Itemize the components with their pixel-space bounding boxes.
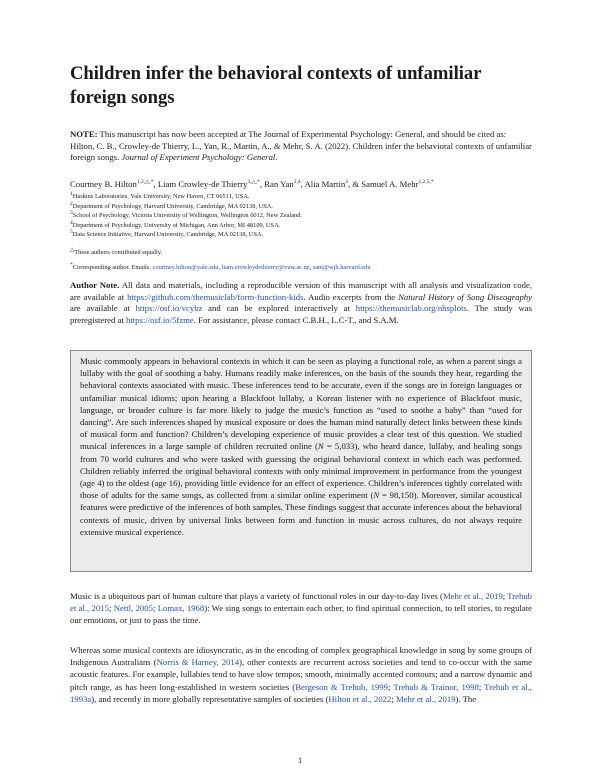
author-name: Ran Yan bbox=[264, 179, 294, 189]
citation-sep: ; bbox=[152, 603, 158, 614]
body-paragraph-1 bbox=[70, 590, 532, 627]
author-sep: , & bbox=[347, 179, 362, 189]
note-journal: Journal of Experiment Psychology: General bbox=[121, 152, 276, 162]
note-text: This manuscript has now been accepted at The Journal of Experimental Psychology: General, and should be cited as: Hilton, C. B., Crowley-de Thierry, L., Yan, R., Martin, A., & Mehr, S. A. (2022). Children infer the behavioral contexts of unfamiliar foreign songs. bbox=[70, 129, 532, 162]
author-note-text: and can be explored interactively at bbox=[202, 303, 356, 313]
author-note-label: Author Note. bbox=[70, 280, 120, 290]
author-sep: , bbox=[259, 179, 265, 189]
acceptance-note bbox=[70, 129, 532, 164]
citation-link[interactable]: Mehr et al., 2019 bbox=[442, 591, 503, 601]
equal-contribution-note bbox=[70, 248, 532, 257]
author-note-text: are available at bbox=[70, 303, 136, 313]
abstract-text: Music commonly appears in behavioral contexts in which it can be seen as playing a functional role, as when a parent sings a lullaby with the goal of soothing a baby. Humans readily make inferences, on the basis of the sounds they hear, regarding the behavioral contexts associated with music. These inferences tend to be accurate, even if the songs are in foreign languages or unfamiliar musical idioms; upon hearing a Blackfoot lullaby, a Korean listener with no experience of Blackfoot music, language, or broader culture is far more likely to judge the music’s function as “used to soothe a baby” than “used for dancing”. Are such inferences shaped by musical exposure or does the human mind naturally detect links between these kinds of musical form and function? Children’s developing experience of music provides a clear test of this question. We studied musical inferences in a large sample of children recruited online ( bbox=[80, 356, 522, 452]
affiliations bbox=[70, 192, 532, 240]
author-note-text: . Audio excerpts from the bbox=[303, 291, 399, 302]
author bbox=[264, 179, 304, 189]
citation-sep: ; bbox=[502, 591, 508, 601]
author-affil-sup: 3,△,* bbox=[247, 179, 260, 186]
affiliation bbox=[70, 221, 532, 231]
author bbox=[158, 179, 264, 189]
author-list bbox=[70, 178, 532, 190]
affiliation bbox=[70, 192, 532, 202]
github-link[interactable]: https://github.com/themusiclab/form-function-kids bbox=[127, 291, 304, 302]
author-name: Liam Crowley-de Thierry bbox=[157, 179, 248, 189]
affil-num: 4 bbox=[70, 219, 73, 226]
author-name: Samuel A. Mehr bbox=[361, 179, 419, 189]
note-text-end: . bbox=[275, 152, 278, 162]
body-text: ), and recently in more globally representative samples of societies ( bbox=[91, 693, 329, 704]
body-text: ), other contexts are recurrent across societies and tend to co-occur with the same acoustic features. For example, lullabies tend to have slow tempos; smooth, minimally accented contours; and a narrow dynamic and pitch range, as has been long-established in western societies ( bbox=[70, 657, 532, 692]
corr-text: Corresponding author. Emails: bbox=[72, 264, 153, 271]
author-affil-sup: 2,4 bbox=[293, 179, 301, 186]
nhsplots-link[interactable]: https://themusiclab.org/nhsplots bbox=[355, 303, 467, 313]
citation-link[interactable]: Nettl, 2005 bbox=[113, 603, 153, 614]
author-note-text: . For assistance, please contact C.B.H., L.C-T., and S.A.M. bbox=[193, 314, 399, 325]
affil-text: Department of Psychology, University of Michigan, Ann Arbor, MI 48109, USA. bbox=[72, 221, 281, 229]
author-name: Courtney B. Hilton bbox=[70, 179, 137, 189]
author-affil-sup: 1,2,△,* bbox=[136, 179, 154, 186]
author-sep: , bbox=[153, 179, 158, 189]
email-link[interactable]: liam.crowleydethierry@vuw.ac.nz bbox=[221, 264, 310, 271]
affil-num: 2 bbox=[70, 200, 73, 207]
citation-link[interactable]: Mehr et al., 2019 bbox=[395, 693, 456, 704]
abstract-text: = 98,150). Moreover, similar acoustical features were predictive of the inferences of both samples. These findings suggest that accurate inferences about the behavioral contexts of music, driven by universal links between form and function in music across cultures, do not always require extensive musical experience. bbox=[80, 490, 522, 537]
affil-num: 3 bbox=[70, 210, 73, 217]
affil-num: 5 bbox=[70, 229, 73, 236]
author bbox=[361, 179, 433, 189]
citation-link[interactable]: Bergeson & Trehub, 1999 bbox=[295, 681, 388, 692]
author-sep: , bbox=[300, 179, 305, 189]
author-note-text: . The study was preregistered at bbox=[70, 303, 532, 325]
discography-title: Natural History of Song Discography bbox=[398, 291, 533, 302]
body-text: Music is a ubiquitous part of human culture that plays a variety of functional roles in our day-to-day lives ( bbox=[70, 591, 443, 601]
affil-text: Data Science Initiative, Harvard University, Cambridge, MA 02138, USA. bbox=[72, 231, 264, 239]
affil-num: 1 bbox=[70, 190, 73, 197]
author-affil-sup: 3 bbox=[345, 179, 348, 186]
author bbox=[304, 179, 361, 189]
corresponding-author: *Corresponding author. Emails: courtney.hilton@yale.edu, liam.crowleydethierry@vuw.ac.nz, sam@wjh.harvard.edu bbox=[70, 261, 371, 271]
email-link[interactable]: sam@wjh.harvard.edu bbox=[312, 264, 371, 271]
abstract-text: = 5,033), who heard dance, lullaby, and healing songs from 70 world cultures and who were tasked with guessing the original behavioral context in which each was performed. Children reliably inferred the original behavioral contexts with only minimal improvement in performance from the youngest (age 4) to the oldest (age 16), providing little evidence for an effect of experience. Children’s inferences tightly correlated with those of adults for the same songs, as collected from a similar online experiment ( bbox=[80, 441, 522, 501]
page-number: 1 bbox=[297, 755, 303, 765]
citation-link[interactable]: Lomax, 1968 bbox=[157, 603, 205, 614]
citation-link[interactable]: Norris & Harney, 2014 bbox=[156, 657, 240, 668]
body-text: ). The bbox=[455, 693, 477, 704]
preregistration-link[interactable]: https://osf.io/5fzme bbox=[125, 314, 194, 325]
affiliation bbox=[70, 211, 532, 221]
citation-sep: ; bbox=[387, 681, 394, 692]
corr-symbol: * bbox=[70, 261, 73, 268]
equal-text: These authors contributed equally. bbox=[74, 249, 163, 256]
citation-link[interactable]: Trehub & Trainor, 1998 bbox=[393, 681, 479, 692]
affiliation bbox=[70, 202, 532, 212]
body-paragraph-2 bbox=[70, 644, 532, 705]
affil-text: School of Psychology, Victoria University of Wellington, Wellington 6012, New Zealand. bbox=[72, 212, 303, 220]
body-text: Whereas some musical contexts are idiosyncratic, as in the encoding of complex geographical knowledge in song by some groups of Indigenous Australians ( bbox=[70, 645, 532, 668]
citation-sep: ; bbox=[391, 693, 396, 704]
author-name: Alia Martin bbox=[304, 179, 346, 189]
abstract-n-symbol: N bbox=[373, 490, 380, 501]
citation-sep: ; bbox=[478, 681, 485, 692]
paper-title: Children infer the behavioral contexts of unfamiliar foreign songs bbox=[70, 63, 482, 108]
body-text: ): We sing songs to entertain each other, to find spiritual connection, to tell stories, to regulate our emotions, or just to pass the time. bbox=[70, 603, 533, 626]
affil-text: Haskins Laboratories, Yale University, New Haven, CT 06511, USA. bbox=[72, 193, 250, 200]
affil-text: Department of Psychology, Harvard University, Cambridge, MA 02138, USA. bbox=[72, 202, 274, 210]
abstract-n-symbol: N bbox=[317, 441, 324, 452]
abstract-box bbox=[70, 350, 532, 572]
citation-sep: ; bbox=[108, 603, 114, 614]
author-note-text: All data and materials, including a reproducible version of this manuscript with all analysis and visualization code, are available at bbox=[70, 280, 532, 302]
osf-audio-link[interactable]: https://osf.io/vcybz bbox=[135, 303, 203, 313]
citation-link[interactable]: Trehub et al., 1993a bbox=[70, 681, 532, 704]
author-note bbox=[70, 280, 532, 326]
citation-link[interactable]: Trehub et al., 2015 bbox=[70, 591, 533, 614]
affiliation bbox=[70, 230, 532, 240]
note-label: NOTE: bbox=[70, 129, 98, 139]
author-affil-sup: 1,2,5,* bbox=[418, 179, 434, 186]
citation-link[interactable]: Hilton et al., 2022 bbox=[328, 693, 392, 704]
author bbox=[70, 179, 158, 189]
email-link[interactable]: courtney.hilton@yale.edu bbox=[152, 264, 219, 271]
equal-symbol: △ bbox=[70, 246, 75, 253]
